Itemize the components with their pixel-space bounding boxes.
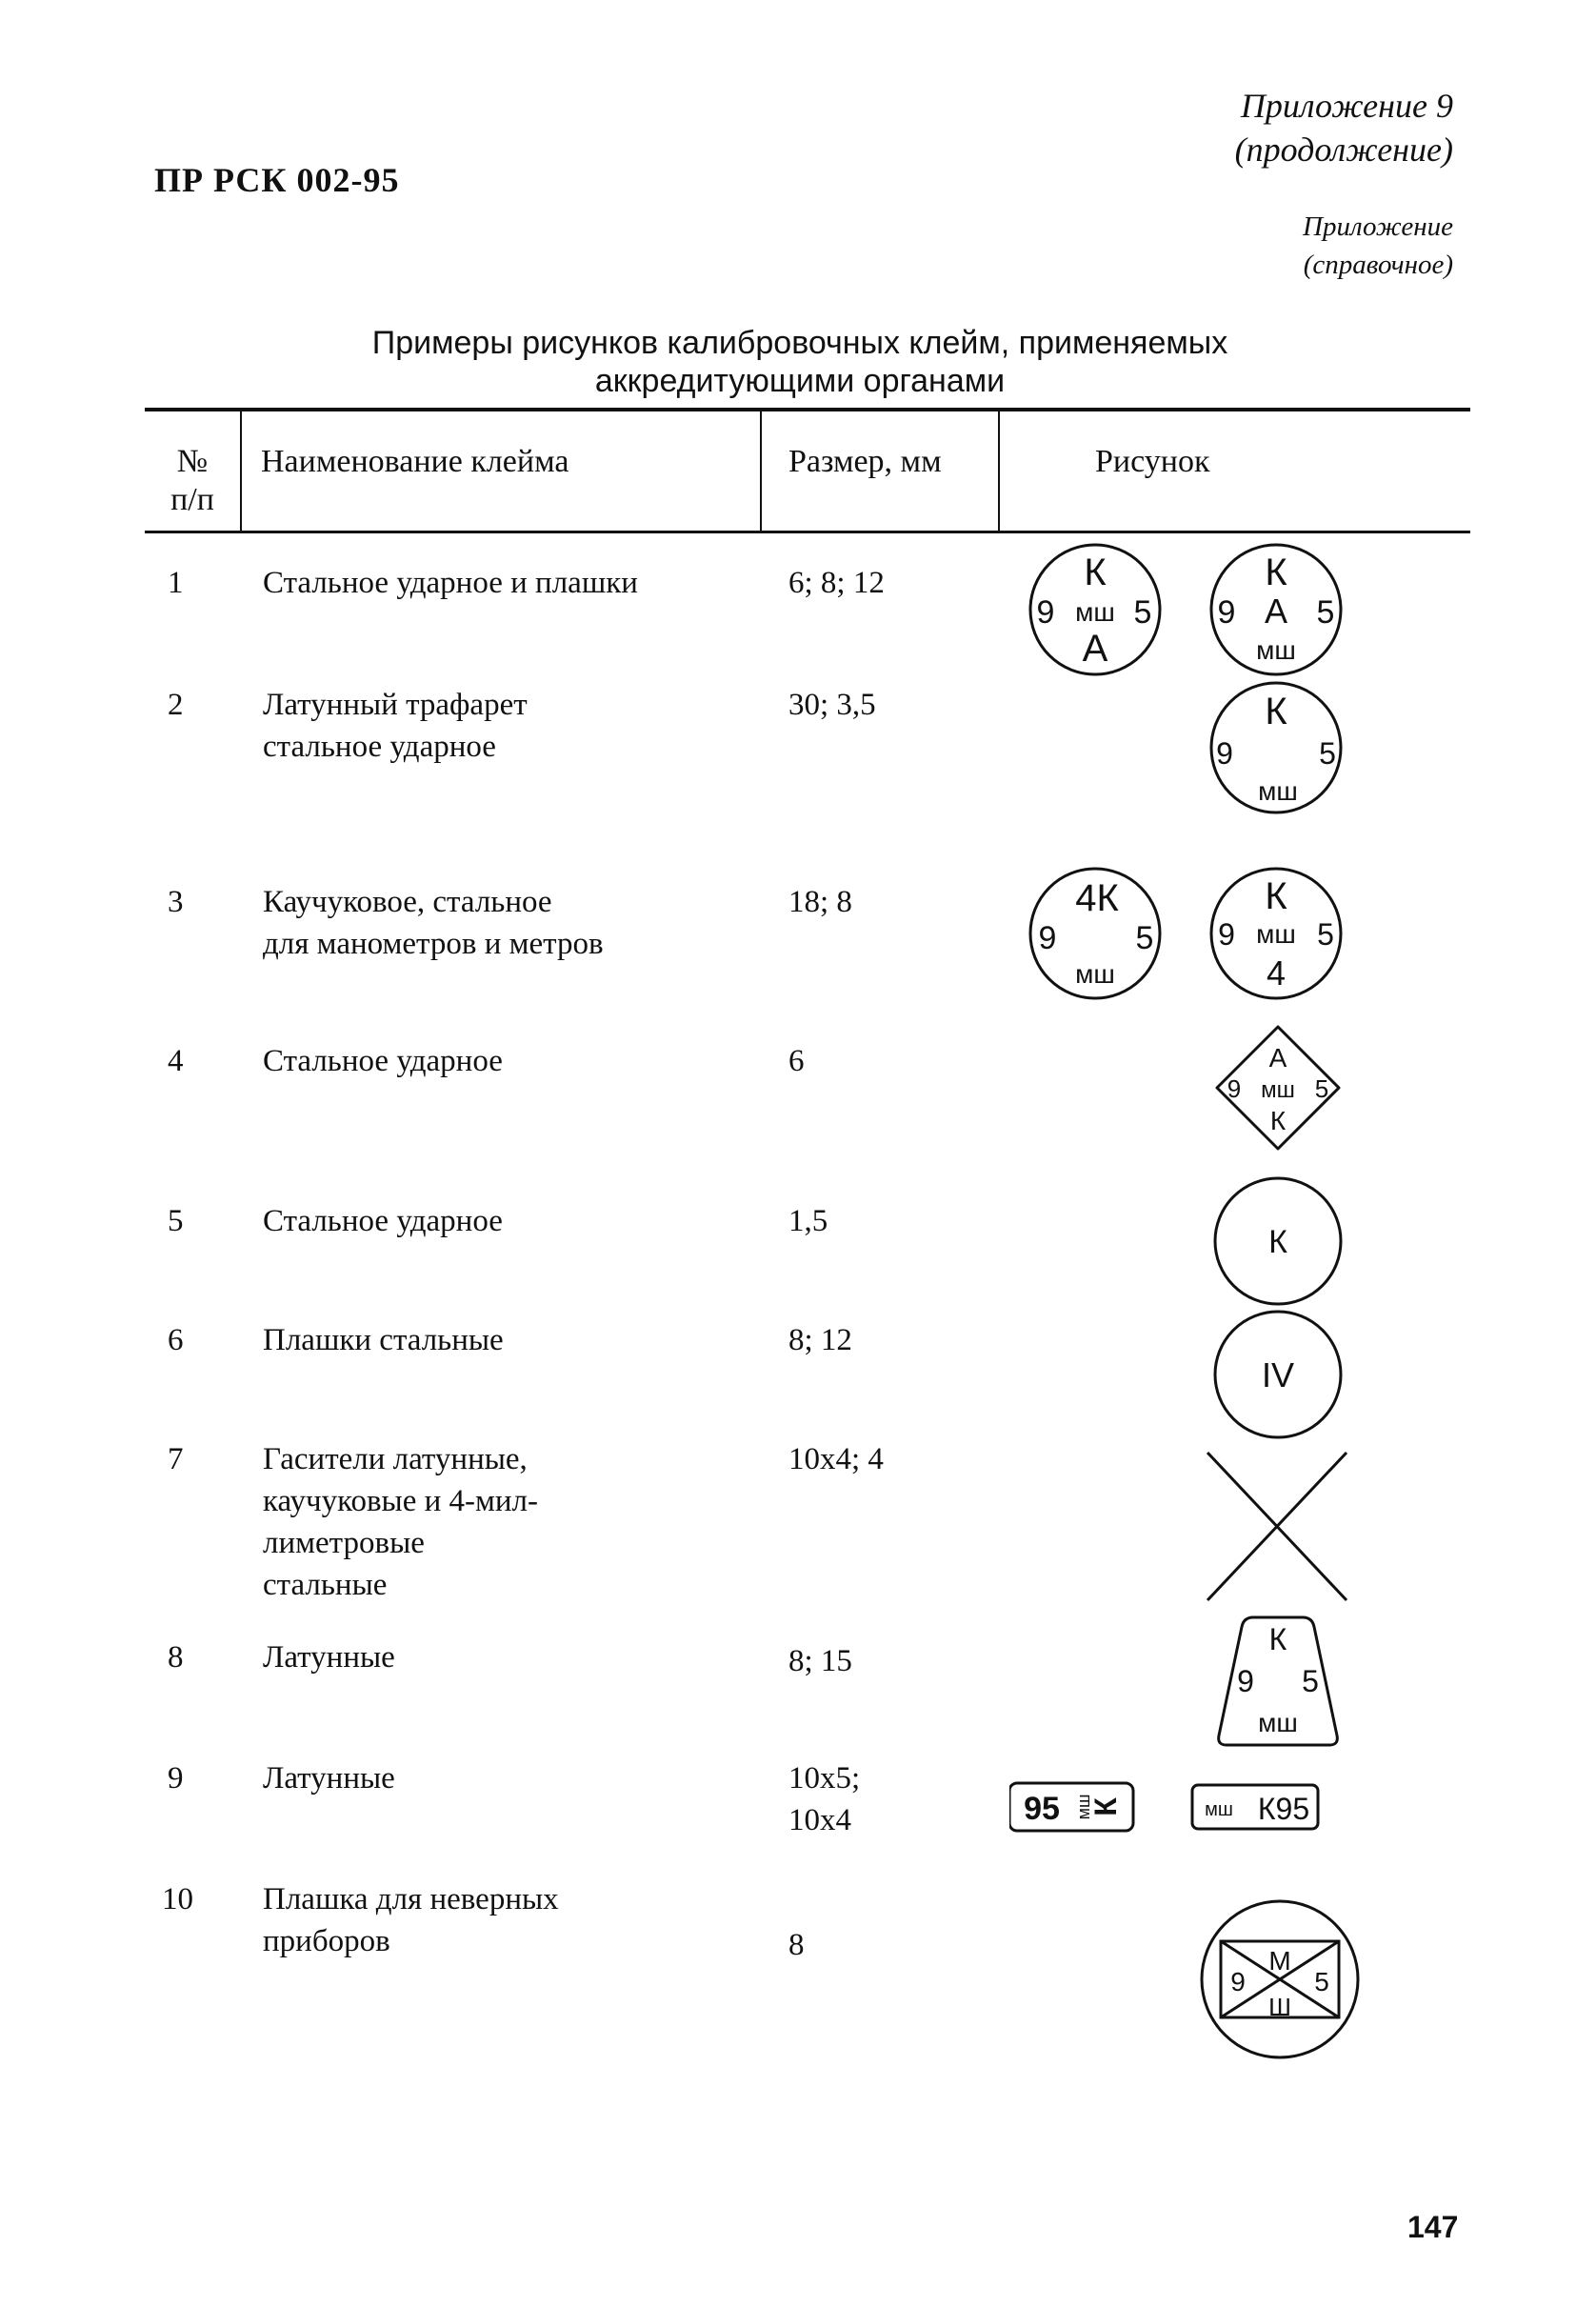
stamp-row-2: [1211, 683, 1341, 812]
row-8-name-line: Латунные: [263, 1640, 395, 1675]
stamp-row-1-a: [1030, 545, 1160, 674]
row-7-size-line: 10x4; 4: [788, 1442, 884, 1476]
stamp-row-5: [1215, 1178, 1341, 1304]
row-3-number: 3: [168, 885, 184, 919]
stamp-row-3-a-top: 4К: [1075, 877, 1119, 919]
stamp-row-4-right: 5: [1314, 1074, 1329, 1103]
stamp-row-7-cross: [1207, 1453, 1347, 1600]
row-8-name: [263, 1636, 395, 1678]
row-7-name-line: лиметровые: [263, 1526, 425, 1560]
stamp-row-10: [1202, 1901, 1358, 2057]
table-title-line1: Примеры рисунков калибровочных клейм, применяемых: [371, 325, 1228, 361]
row-6-name: [263, 1319, 504, 1361]
stamp-row-8-bottom: мш: [1258, 1708, 1298, 1737]
stamp-row-10-bottom: Ш: [1268, 1993, 1291, 2021]
stamp-row-8: [1219, 1617, 1338, 1745]
stamp-row-1-b-right: 5: [1316, 594, 1335, 631]
stamp-row-9-a-letter: К: [1088, 1797, 1123, 1816]
table-top-rule: [145, 408, 1470, 411]
row-4-name: [263, 1040, 503, 1082]
stamp-row-1-b-bottom: мш: [1256, 635, 1296, 665]
stamp-row-3-b: [1211, 869, 1341, 998]
stamp-row-10-left: 9: [1230, 1967, 1246, 1996]
stamp-row-1-a-left: 9: [1036, 594, 1055, 631]
appendix-label: Приложение 9: [1240, 87, 1453, 125]
stamp-row-1-b-mid: А: [1264, 592, 1288, 631]
stamp-row-9-b: [1192, 1785, 1318, 1829]
row-7-name-line: каучуковые и 4-мил-: [263, 1484, 539, 1518]
header-number-line1: №: [176, 444, 209, 479]
column-divider-3: [998, 410, 1000, 532]
row-10-size: [788, 1924, 805, 1966]
stamp-row-10-right: 5: [1314, 1967, 1329, 1996]
stamp-row-4-bottom: К: [1269, 1106, 1287, 1135]
stamp-row-3-a-bottom: мш: [1075, 959, 1115, 989]
row-9-name: [263, 1757, 395, 1799]
header-size-cell: Размер, мм: [788, 444, 942, 479]
stamp-row-4-top: А: [1268, 1043, 1287, 1073]
stamp-row-4: [1217, 1027, 1339, 1149]
stamp-row-3-b-top: К: [1265, 875, 1287, 917]
stamp-row-2-top: К: [1265, 691, 1287, 732]
row-8-number: 8: [168, 1640, 184, 1675]
stamp-row-9-a: [1009, 1783, 1133, 1831]
stamp-row-9-b-text: К95: [1257, 1792, 1310, 1826]
stamp-row-3-b-right: 5: [1317, 917, 1334, 952]
row-4-size: [788, 1040, 805, 1082]
sub-appendix-type: (справочное): [1303, 250, 1453, 280]
stamp-row-4-left: 9: [1227, 1074, 1242, 1103]
column-divider-1: [240, 410, 242, 532]
row-5-name-line: Стальное ударное: [263, 1204, 503, 1238]
row-3-size-line: 18; 8: [788, 885, 852, 919]
stamp-row-1-a-mid: мш: [1075, 597, 1115, 627]
stamp-row-1-a-right: 5: [1133, 594, 1152, 631]
row-5-number: 5: [168, 1204, 184, 1238]
stamp-row-8-top: К: [1268, 1622, 1287, 1656]
row-5-size: [788, 1200, 828, 1242]
row-1-size: [788, 562, 885, 604]
stamp-row-3-b-mid: мш: [1256, 919, 1296, 949]
row-1-number: 1: [168, 566, 184, 600]
column-divider-2: [760, 410, 762, 532]
row-6-number: 6: [168, 1323, 184, 1357]
row-2-size: [788, 684, 876, 726]
header-name-cell: Наименование клейма: [261, 444, 569, 479]
row-10-name: [263, 1878, 559, 1962]
stamp-row-5-center: К: [1268, 1224, 1287, 1260]
row-1-name: [263, 562, 638, 604]
row-8-size-line: 8; 15: [788, 1644, 852, 1678]
row-7-size: [788, 1438, 884, 1480]
row-4-name-line: Стальное ударное: [263, 1044, 503, 1078]
row-10-name-line: Плашка для неверных: [263, 1882, 559, 1916]
row-2-name: [263, 684, 528, 768]
row-10-size-line: 8: [788, 1928, 805, 1962]
stamp-row-2-right: 5: [1319, 736, 1336, 771]
stamp-row-3-b-bottom: 4: [1266, 953, 1287, 993]
stamp-row-1-b-top: К: [1265, 552, 1287, 593]
stamp-row-2-bottom: мш: [1258, 776, 1298, 806]
stamp-row-6-center: IV: [1261, 1355, 1295, 1394]
stamp-row-9-a-number: 95: [1024, 1791, 1060, 1827]
stamp-row-3-b-left: 9: [1218, 917, 1235, 952]
page-number: 147: [1407, 2210, 1459, 2244]
row-9-size: [788, 1757, 860, 1841]
row-3-name-line: для манометров и метров: [263, 927, 604, 961]
row-7-name: [263, 1438, 538, 1606]
row-2-number: 2: [168, 688, 184, 722]
stamp-row-2-left: 9: [1216, 736, 1233, 771]
row-7-name-line: стальные: [263, 1568, 388, 1602]
table-title: [276, 324, 1324, 400]
row-6-size: [788, 1319, 852, 1361]
stamp-row-8-right: 5: [1302, 1664, 1319, 1698]
stamp-row-10-top: М: [1268, 1946, 1291, 1976]
row-7-name-line: Гасители латунные,: [263, 1442, 528, 1476]
stamp-row-4-mid: мш: [1261, 1077, 1295, 1103]
row-9-size-line: 10x4: [788, 1803, 851, 1837]
sub-appendix-label: Приложение: [1303, 211, 1453, 242]
stamp-row-1-a-bottom: А: [1082, 628, 1108, 670]
row-9-size-line: 10x5;: [788, 1761, 861, 1795]
row-3-name: [263, 881, 604, 965]
stamp-row-8-left: 9: [1237, 1664, 1254, 1698]
header-number-line2: п/п: [170, 482, 214, 517]
row-9-name-line: Латунные: [263, 1761, 395, 1795]
stamp-row-1-b-left: 9: [1217, 594, 1236, 631]
row-10-name-line: приборов: [263, 1924, 390, 1958]
stamp-row-6: [1215, 1312, 1341, 1437]
row-8-size: [788, 1640, 852, 1682]
sub-appendix-heading: [1303, 208, 1453, 284]
stamp-figures: [1009, 533, 1371, 2105]
header-figure-cell: Рисунок: [1095, 444, 1210, 479]
stamp-row-3-a: [1030, 869, 1160, 998]
row-9-number: 9: [168, 1761, 184, 1795]
stamp-row-9-b-mark: мш: [1205, 1799, 1233, 1820]
row-1-size-line: 6; 8; 12: [788, 566, 885, 600]
row-3-size: [788, 881, 852, 923]
row-2-name-line: Латунный трафарет: [263, 688, 528, 722]
stamp-row-9-a-mark: мш: [1074, 1794, 1093, 1820]
row-5-name: [263, 1200, 503, 1242]
row-6-size-line: 8; 12: [788, 1323, 852, 1357]
row-3-name-line: Каучуковое, стальное: [263, 885, 552, 919]
appendix-continuation: (продолжение): [1234, 130, 1453, 169]
stamp-row-1-b: [1211, 545, 1341, 674]
row-5-size-line: 1,5: [788, 1204, 828, 1238]
row-7-number: 7: [168, 1442, 184, 1476]
table-title-line2: аккредитующими органами: [594, 363, 1006, 399]
row-4-number: 4: [168, 1044, 184, 1078]
row-4-size-line: 6: [788, 1044, 805, 1078]
row-6-name-line: Плашки стальные: [263, 1323, 504, 1357]
stamp-row-3-a-right: 5: [1135, 920, 1154, 956]
stamp-row-1-a-top: К: [1084, 552, 1107, 593]
row-1-name-line: Стальное ударное и плашки: [263, 566, 638, 600]
row-10-number: 10: [162, 1882, 193, 1916]
document-code: ПР РСК 002-95: [154, 161, 400, 199]
appendix-heading: [1235, 84, 1453, 171]
row-2-name-line: стальное ударное: [263, 730, 496, 764]
header-number-cell: [145, 443, 240, 519]
stamp-row-3-a-left: 9: [1038, 920, 1057, 956]
row-2-size-line: 30; 3,5: [788, 688, 876, 722]
